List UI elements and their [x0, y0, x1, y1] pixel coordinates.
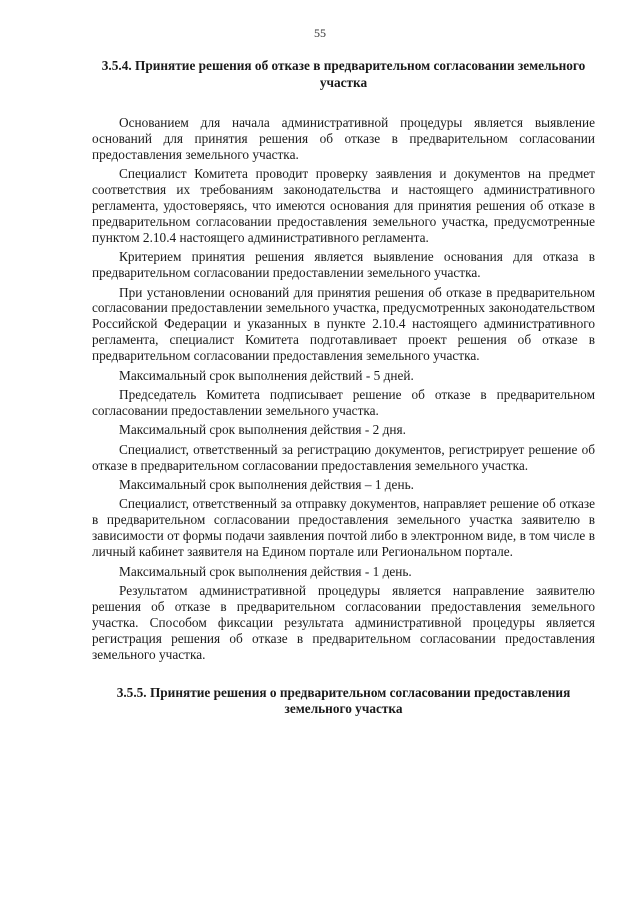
section-heading-3-5-4: 3.5.4. Принятие решения об отказе в предварительном согласовании земельного участка — [101, 58, 586, 90]
paragraph: Специалист, ответственный за регистрацию документов, регистрирует решение об отказе в предварительном согласовании предоставления земельного участка. — [92, 441, 595, 473]
paragraph: Специалист Комитета проводит проверку заявления и документов на предмет соответствия их требованиям законодательства и настоящего административного регламента, удостоверяясь, что имеются основания для принятия решения об отказе в предварительном согласовании предоставления земельного участка, предусмотренные пунктом 2.10.4 настоящего административного регламента. — [92, 166, 595, 245]
page-number: 55 — [314, 26, 326, 40]
paragraph: Максимальный срок выполнения действия – 1 день. — [119, 477, 414, 493]
paragraph: Максимальный срок выполнения действия - 1 день. — [119, 563, 412, 579]
paragraph: Максимальный срок выполнения действий - 5 дней. — [119, 367, 414, 383]
paragraph: Максимальный срок выполнения действия - 2 дня. — [119, 422, 406, 438]
paragraph: Результатом административной процедуры является направление заявителю решения об отказе в предварительном согласовании предоставления земельного участка. Способом фиксации результата административной процедуры является регистрация решения об отказе в предварительном согласовании предоставления земельного участка. — [92, 582, 595, 662]
paragraph: Критерием принятия решения является выявление основания для отказа в предварительном согласовании предоставлении земельного участка. — [92, 249, 595, 281]
paragraph: Основанием для начала административной процедуры является выявление оснований для принятия решения об отказе в предварительном согласовании предоставления земельного участка. — [92, 115, 595, 162]
paragraph: При установлении оснований для принятия решения об отказе в предварительном согласовании предоставлении земельного участка, предусмотренных законодательством Российской Федерации и указанных в пункте 2.10.4 настоящего административного регламента, специалист Комитета подготавливает проект решения об отказе в предварительном согласовании предоставления земельного участка. — [92, 284, 595, 364]
page-content — [92, 58, 595, 742]
paragraph: Председатель Комитета подписывает решение об отказе в предварительном согласовании предоставлении земельного участка. — [92, 387, 595, 418]
paragraph: Специалист, ответственный за отправку документов, направляет решение об отказе в предварительном согласовании предоставления земельного участка заявителю в зависимости от формы подачи заявления почтой либо в электронном виде, в том числе в личный кабинет заявителя на Едином портале или Региональном портале. — [92, 496, 595, 560]
section-heading-3-5-5: 3.5.5. Принятие решения о предварительном согласовании предоставления земельного участка — [116, 684, 571, 716]
